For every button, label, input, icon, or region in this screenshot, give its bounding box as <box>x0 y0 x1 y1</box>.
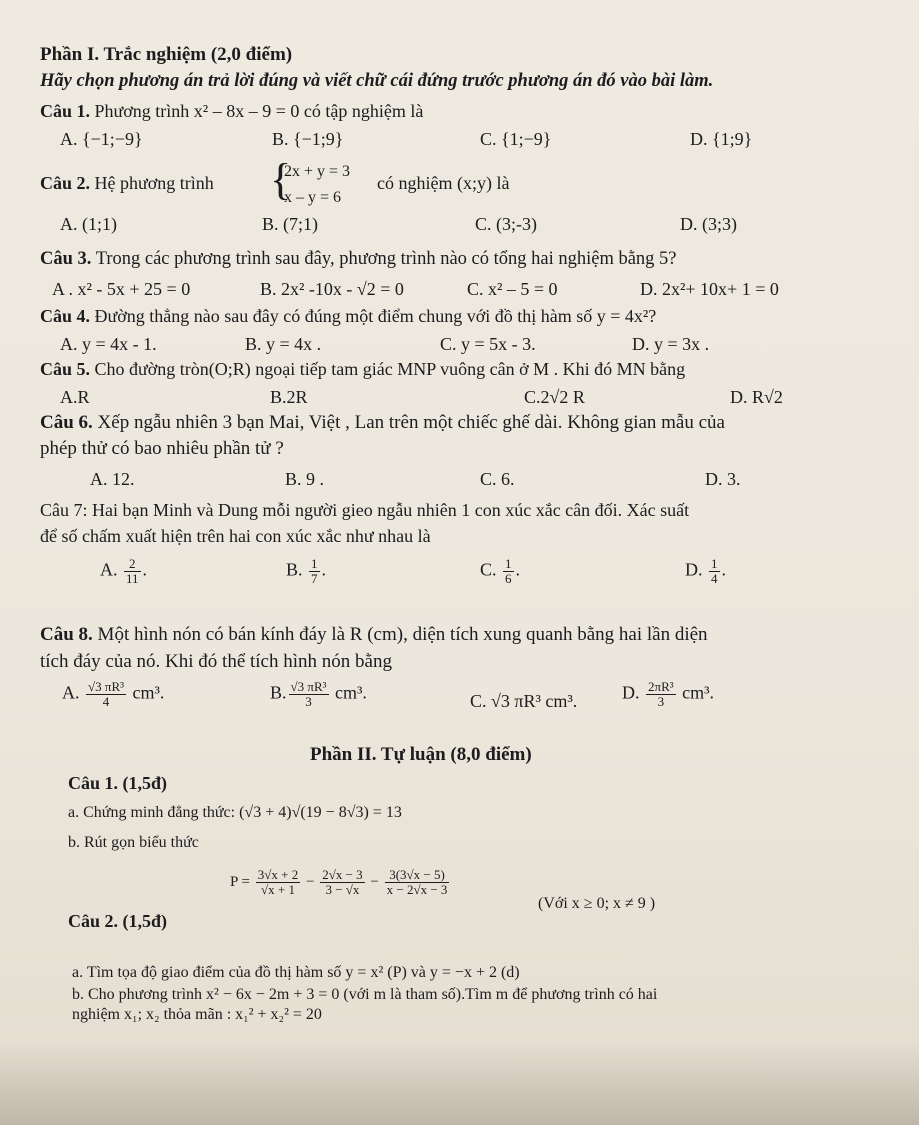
q7-option-c-end: . <box>515 559 521 580</box>
q7-option-b <box>286 557 326 586</box>
q6-option-b: B. 9 . <box>285 469 325 489</box>
q7-option-d-numerator: 1 <box>711 556 718 571</box>
q3-option-a: A . x² - 5x + 25 = 0 <box>52 279 191 299</box>
q8-option-b-numerator: √3 πR³ <box>290 679 327 694</box>
q1-option-b: B. {−1;9} <box>272 129 344 149</box>
q7-option-a-fraction <box>124 557 141 586</box>
expr-p-prefix: P = <box>230 873 250 890</box>
q8-option-a-unit: cm³. <box>132 682 165 703</box>
q8-option-b-fraction <box>289 680 329 709</box>
q7-option-a-numerator: 2 <box>124 557 141 572</box>
q8-option-d-numerator: 2πR³ <box>648 679 674 694</box>
p2-q1-part-b: b. Rút gọn biểu thức <box>68 834 199 851</box>
q8-option-a-letter: A. <box>62 682 80 703</box>
q7-option-a <box>100 557 147 586</box>
q8-option-c: C. √3 πR³ cm³. <box>470 691 578 711</box>
q4-option-b: B. y = 4x . <box>245 334 322 354</box>
p2-q2-part-b-line2: nghiệm x₁; x₂ thỏa mãn : x₁² + x₂² = 20 <box>72 1006 322 1023</box>
q8-stem-line2: tích đáy của nó. Khi đó thể tích hình nón bằng <box>40 651 392 672</box>
q8-option-d-letter: D. <box>622 682 640 703</box>
q8-stem-line1 <box>40 624 708 646</box>
q7-option-a-end: . <box>142 559 148 580</box>
q4-label: Câu 4. <box>40 306 91 326</box>
q7-option-d <box>685 557 726 586</box>
q8-option-a <box>62 680 164 709</box>
q2-stem-before <box>40 172 214 194</box>
q8-option-b-unit: cm³. <box>335 682 367 703</box>
q8-option-b <box>270 680 367 709</box>
q5-stem <box>40 358 685 380</box>
q3-option-b: B. 2x² -10x - √2 = 0 <box>260 279 404 299</box>
q1-stem <box>40 100 423 122</box>
p2-q1-label: Câu 1. (1,5đ) <box>68 773 168 793</box>
q8-option-a-fraction <box>86 680 126 709</box>
q6-option-c: C. 6. <box>480 469 515 489</box>
q3-label: Câu 3. <box>40 249 92 269</box>
q7-option-a-denominator: 11 <box>126 571 139 586</box>
q3-option-d: D. 2x²+ 10x+ 1 = 0 <box>640 279 779 299</box>
q2-option-b: B. (7;1) <box>262 214 318 234</box>
q1-option-d: D. {1;9} <box>690 129 753 149</box>
q7-option-b-fraction <box>309 557 320 586</box>
expr-term-1 <box>256 868 300 897</box>
q4-option-d: D. y = 3x . <box>632 334 710 354</box>
q7-option-c <box>480 557 520 586</box>
q3-stem <box>40 248 677 270</box>
q6-text1: Xếp ngẫu nhiên 3 bạn Mai, Việt , Lan trên một chiếc ghế dài. Không gian mẫu của <box>97 412 725 433</box>
q5-label: Câu 5. <box>40 359 91 379</box>
q5-option-b: B.2R <box>270 387 308 407</box>
expr-term-2 <box>320 868 364 897</box>
q8-label: Câu 8. <box>40 624 93 645</box>
p2-q2-part-a: a. Tìm tọa độ giao điểm của đồ thị hàm số y = x² (P) và y = −x + 2 (d) <box>72 964 520 981</box>
q2-system-brace: { <box>270 155 292 204</box>
part2-title: Phần II. Tự luận (8,0 điểm) <box>310 744 532 765</box>
expr-term-3-denominator: x − 2√x − 3 <box>386 882 448 897</box>
q8-text1: Một hình nón có bán kính đáy là R (cm), diện tích xung quanh bằng hai lần diện <box>97 624 708 645</box>
q1-option-c: C. {1;−9} <box>480 129 552 149</box>
q4-text: Đường thẳng nào sau đây có đúng một điểm chung với đồ thị hàm số y = 4x²? <box>94 306 657 326</box>
expr-term-3-numerator: 3(3√x − 5) <box>385 868 450 883</box>
expr-term-1-denominator: √x + 1 <box>261 882 295 897</box>
q5-option-d: D. R√2 <box>730 387 783 407</box>
q5-text: Cho đường tròn(O;R) ngoại tiếp tam giác MNP vuông cân ở M . Khi đó MN bằng <box>94 359 686 379</box>
q7-option-b-denominator: 7 <box>311 571 318 586</box>
expr-op-2: − <box>370 873 379 890</box>
q7-option-c-letter: C. <box>480 559 497 580</box>
q8-option-d-fraction <box>646 680 676 709</box>
paper-shadow <box>0 1040 919 1125</box>
q7-label: Câu 7: <box>40 500 88 520</box>
q6-stem-line2: phép thử có bao nhiêu phần tử ? <box>40 438 284 459</box>
expr-term-2-numerator: 2√x − 3 <box>322 867 363 882</box>
q2-text-before: Hệ phương trình <box>94 173 214 193</box>
q7-option-d-fraction <box>709 557 720 586</box>
q7-option-c-fraction <box>503 557 514 586</box>
part1-title <box>40 44 292 66</box>
q6-option-a: A. 12. <box>90 469 135 489</box>
q3-text: Trong các phương trình sau đây, phương trình nào có tổng hai nghiệm bằng 5? <box>95 249 677 269</box>
q5-option-a: A.R <box>60 387 90 407</box>
expr-term-3 <box>385 868 450 897</box>
expr-op-1: − <box>305 873 315 890</box>
q4-option-c: C. y = 5x - 3. <box>440 334 536 354</box>
part1-title-text: Phần I. Trắc nghiệm (2,0 điểm) <box>40 44 293 65</box>
p2-q1-expression <box>230 868 451 897</box>
q7-option-a-letter: A. <box>100 559 118 580</box>
q7-option-d-letter: D. <box>685 559 703 580</box>
part1-instruction: Hãy chọn phương án trả lời đúng và viết chữ cái đứng trước phương án đó vào bài làm. <box>40 71 714 91</box>
q7-option-c-numerator: 1 <box>505 556 512 571</box>
q1-text: Phương trình x² – 8x – 9 = 0 có tập nghiệm là <box>94 101 424 121</box>
q2-label: Câu 2. <box>40 173 91 193</box>
q8-option-a-numerator: √3 πR³ <box>88 679 125 694</box>
q8-option-d-denominator: 3 <box>657 694 665 709</box>
q7-option-b-end: . <box>321 559 327 580</box>
q7-option-b-letter: B. <box>286 559 303 580</box>
q4-stem <box>40 305 656 327</box>
q8-option-a-denominator: 4 <box>102 694 110 709</box>
q8-option-b-denominator: 3 <box>305 694 312 709</box>
q8-option-d-unit: cm³. <box>682 682 715 703</box>
q7-option-d-end: . <box>721 559 726 580</box>
q2-option-d: D. (3;3) <box>680 214 737 234</box>
q7-option-d-denominator: 4 <box>711 571 718 586</box>
p2-q2-part-b-line1: b. Cho phương trình x² − 6x − 2m + 3 = 0 (với m là tham số).Tìm m để phương trình có hai <box>72 986 658 1003</box>
q8-option-d <box>622 680 714 709</box>
q7-option-c-denominator: 6 <box>505 571 512 586</box>
expr-term-2-denominator: 3 − √x <box>325 882 360 897</box>
q7-stem-line1 <box>40 499 689 521</box>
q2-option-a: A. (1;1) <box>60 214 117 234</box>
q8-option-b-letter: B. <box>270 682 287 703</box>
q1-label: Câu 1. <box>40 101 91 121</box>
q6-label: Câu 6. <box>40 412 93 433</box>
q2-text-after: có nghiệm (x;y) là <box>377 173 510 193</box>
q7-text1: Hai bạn Minh và Dung mỗi người gieo ngẫu nhiên 1 con xúc xắc cân đối. Xác suất <box>92 500 690 520</box>
q2-equation-1: 2x + y = 3 <box>284 163 351 180</box>
q7-option-b-numerator: 1 <box>311 556 318 571</box>
p2-q1-part-a: a. Chứng minh đẳng thức: (√3 + 4)√(19 − 8√3) = 13 <box>68 804 402 821</box>
expr-term-1-numerator: 3√x + 2 <box>257 867 299 882</box>
q1-option-a: A. {−1;−9} <box>60 129 143 149</box>
q5-option-c: C.2√2 R <box>524 387 585 407</box>
p2-q2-label: Câu 2. (1,5đ) <box>68 911 168 931</box>
q3-option-c: C. x² – 5 = 0 <box>467 279 558 299</box>
q6-stem-line1 <box>40 412 725 434</box>
q2-option-c: C. (3;-3) <box>475 214 537 234</box>
q6-option-d: D. 3. <box>705 469 741 489</box>
q7-stem-line2: để số chấm xuất hiện trên hai con xúc xắc như nhau là <box>40 526 431 546</box>
p2-q1-condition: (Với x ≥ 0; x ≠ 9 ) <box>538 895 656 912</box>
q4-option-a: A. y = 4x - 1. <box>60 334 157 354</box>
q2-equation-2: x – y = 6 <box>284 189 342 206</box>
